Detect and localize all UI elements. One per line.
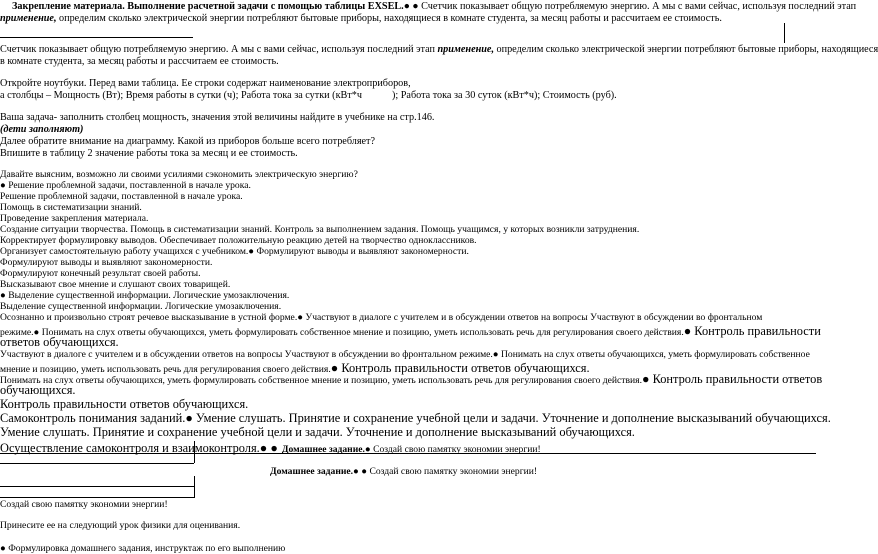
para1-em: применение,	[437, 44, 494, 55]
list-line-18-b: ● Контроль правильности ответов обучающихся.	[330, 361, 590, 375]
list-line-23: Умение слушать. Принятие и сохранение учебной цели и задачи. Уточнение и дополнение высказываний обучающихся.	[0, 425, 635, 439]
para1-line-1	[0, 45, 878, 55]
table-vrule-1	[194, 441, 195, 463]
para2-text-b: а столбцы – Мощность (Вт); Время работы в сутки (ч); Работа тока за сутки (кВт*ч	[0, 90, 362, 101]
list-line-3: Решение проблемной задачи, поставленной в начале урока.	[0, 191, 243, 202]
table-rule-1	[0, 453, 816, 454]
list-line-22: Самоконтроль понимания заданий.● Умение слушать. Принятие и сохранение учебной цели и задачи. Уточнение и дополнение высказываний обучающихся.	[0, 411, 831, 425]
list-line-15-b: ● Контроль правильности	[683, 324, 821, 338]
homework-bullets: ● ●	[353, 466, 368, 477]
header-title: Закрепление материала. Выполнение расчетной задачи с помощью таблицы EXSEL.	[12, 1, 404, 12]
top-rule	[0, 37, 193, 38]
top-right-rule	[784, 23, 785, 43]
footer-last: ● Формулировка домашнего задания, инструктаж по его выполнению	[0, 543, 286, 554]
list-line-24-c: ● Создай свою памятку экономии энергии!	[364, 444, 541, 455]
list-line-24-b: Домашнее задание.	[281, 444, 365, 455]
footer-grade: Принесите ее на следующий урок физики для оценивания.	[0, 520, 241, 531]
para2-line-2	[0, 91, 617, 101]
para1-text-b: определим сколько электрической энергии потребляют бытовые приборы, находящиеся	[496, 44, 878, 55]
list-line-13: Выделение существенной информации. Логические умозаключения.	[0, 301, 282, 312]
list-line-17: Участвуют в диалоге с учителем и в обсуждении ответов на вопросы Участвуют в обсуждении во фронтальном режиме.● Понимать на слух ответы обучающихся, уметь формулировать собственное	[0, 349, 810, 360]
list-line-10: Формулируют конечный результат своей работы.	[0, 268, 201, 279]
header-intro: Счетчик показывает общую потребляемую энергию. А мы с вами сейчас, используя последний этап	[421, 1, 857, 12]
list-line-6: Создание ситуации творчества. Помощь в систематизации знаний. Контроль за выполнением задания. Помощь учащимся, у которых возникли затруднения.	[0, 224, 640, 235]
list-line-7: Корректирует формулировку выводов. Обеспечивает положительную реакцию детей на творчество одноклассников.	[0, 235, 477, 246]
list-line-21: Контроль правильности ответов обучающихся.	[0, 397, 249, 411]
list-line-9: Формулируют выводы и выявляют закономерности.	[0, 257, 213, 268]
header-line-1	[12, 2, 856, 12]
homework-text: Создай свою памятку экономии энергии!	[369, 466, 538, 477]
list-line-1: Давайте выясним, возможно ли своими усилиями сэкономить электрическую энергию?	[0, 169, 358, 180]
header-intro-rest: определим сколько электрической энергии потребляют бытовые приборы, находящиеся в комнате студента, за месяц работы и рассчитаем ее стоимость.	[59, 13, 722, 24]
list-line-15	[0, 323, 821, 339]
para3-line-3: Далее обратите внимание на диаграмму. Какой из приборов больше всего потребляет?	[0, 136, 376, 147]
list-line-15-a: режиме.● Понимать на слух ответы обучающихся, уметь формулировать собственное мнение и позицию, уметь использовать речь для регулирования своего действия.	[0, 327, 684, 338]
para3-line-2: (дети заполняют)	[0, 124, 84, 135]
list-line-8: Организует самостоятельную работу учащихся с учебником.● Формулируют выводы и выявляют закономерности.	[0, 246, 469, 257]
list-line-20: обучающихся.	[0, 383, 76, 397]
list-line-19-b: ● Контроль правильности ответов	[641, 372, 823, 386]
list-line-19-a: Понимать на слух ответы обучающихся, уметь формулировать собственное мнение и позицию, уметь использовать речь для регулирования своего действия.	[0, 375, 642, 386]
list-line-19	[0, 371, 822, 387]
header-bullets: ● ●	[403, 1, 419, 12]
list-line-18-a: мнение и позицию, уметь использовать речь для регулирования своего действия.	[0, 364, 331, 375]
table-rule-3	[0, 486, 194, 487]
list-line-14: Осознанно и произвольно строят речевое высказывание в устной форме.● Участвуют в диалоге с учителем и в обсуждении ответов на вопросы Участвуют в обсуждении во фронтальном	[0, 312, 763, 323]
table-rule-2	[0, 463, 194, 464]
list-line-5: Проведение закрепления материала.	[0, 213, 149, 224]
list-line-24-a: Осуществление самоконтроля и взаимоконтроля.● ●	[0, 441, 278, 455]
header-line-2	[0, 14, 722, 24]
para1-text-a: Счетчик показывает общую потребляемую энергию. А мы с вами сейчас, используя последний этап	[0, 44, 435, 55]
para3-line-4: Впишите в таблицу 2 значение работы тока за месяц и ее стоимость.	[0, 148, 298, 159]
footer-memo: Создай свою памятку экономии энергии!	[0, 499, 168, 510]
list-line-2: ● Решение проблемной задачи, поставленной в начале урока.	[0, 180, 251, 191]
table-vrule-2	[194, 476, 195, 498]
para2-text-c: ); Работа тока за 30 суток (кВт*ч); Стоимость (руб).	[391, 90, 617, 101]
para2-line-1: Откройте ноутбуки. Перед вами таблица. Ее строки содержат наименование электроприборов,	[0, 78, 411, 89]
table-rule-4	[0, 497, 194, 498]
para1-line-2: в комнате студента, за месяц работы и рассчитаем ее стоимость.	[0, 56, 279, 67]
list-line-16: ответов обучающихся.	[0, 335, 119, 349]
para3-line-1: Ваша задача- заполнить столбец мощность, значения этой величины найдите в учебнике на стр.146.	[0, 112, 435, 123]
list-line-4: Помощь в систематизации знаний.	[0, 202, 142, 213]
header-intro-em: применение,	[0, 13, 57, 24]
list-line-11: Высказывают свое мнение и слушают своих товарищей.	[0, 279, 231, 290]
homework-heading	[270, 467, 537, 477]
homework-title: Домашнее задание.	[270, 466, 354, 477]
list-line-12: ● Выделение существенной информации. Логические умозаключения.	[0, 290, 290, 301]
